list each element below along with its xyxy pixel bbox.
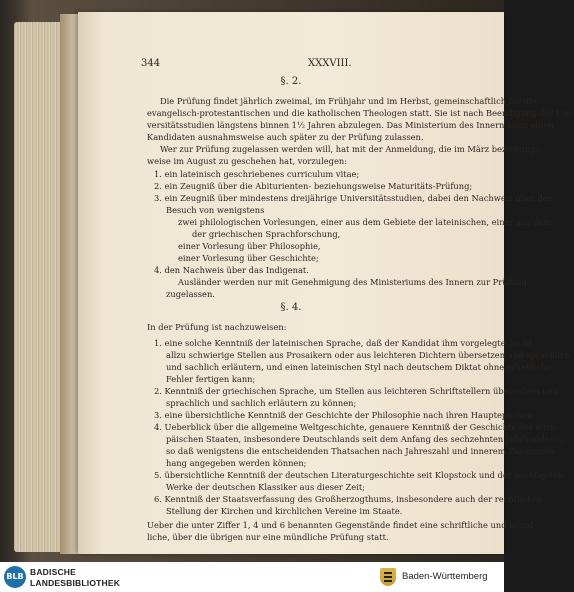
text-line: und sachlich erläutern, und einen lateinischen Styl nach deutschem Diktat ohne erhebliche <box>166 362 552 372</box>
text-line: so daß wenigstens die entscheidenden Thatsachen nach Jahreszahl und innerem Zusammen- <box>166 446 558 456</box>
text-line: evangelisch-protestantischen und die katholischen Theologen statt. Sie ist nach Beendigung der Uni- <box>147 108 574 118</box>
text-line: zwei philologischen Vorlesungen, einer aus dem Gebiete der lateinischen, einer aus dem <box>178 217 552 227</box>
text-line: Besuch von wenigstens <box>166 205 265 215</box>
list-item: 2. ein Zeugniß über die Abiturienten- beziehungsweise Maturitäts-Prüfung; <box>154 181 473 191</box>
library-name-line1: BADISCHE <box>30 567 76 577</box>
text-line: Die Prüfung findet jährlich zweimal, im Frühjahr und im Herbst, gemeinschaftlich für die <box>160 96 537 106</box>
text-line: In der Prüfung ist nachzuweisen: <box>147 322 287 332</box>
blb-logo-icon[interactable]: BLB <box>4 566 26 588</box>
library-name-line2: LANDESBIBLIOTHEK <box>30 578 121 588</box>
text-line: hang angegeben werden können; <box>166 458 307 468</box>
text-line: einer Vorlesung über Philosophie, <box>178 241 321 251</box>
text-line: Werke der deutschen Klassiker aus dieser Zeit; <box>166 482 365 492</box>
text-line: weise im August zu geschehen hat, vorzulegen: <box>147 156 348 166</box>
text-line: liche, über die übrigen nur eine mündliche Prüfung statt. <box>147 532 389 542</box>
text-line: Kandidaten ausnahmsweise auch später zu der Prüfung zulassen. <box>147 132 424 142</box>
list-item: 3. ein Zeugniß über mindestens dreijährige Universitätsstudien, dabei den Nachweis über den <box>154 193 554 203</box>
text-line: allzu schwierige Stellen aus Prosaikern oder aus leichteren Dichtern übersetzen und sprachlich <box>166 350 571 360</box>
text-line: einer Vorlesung über Geschichte; <box>178 253 319 263</box>
page-number: 344 <box>141 58 161 69</box>
text-line: Fehler fertigen kann; <box>166 374 256 384</box>
text-line: versitätsstudien längstens binnen 1½ Jahren abzulegen. Das Ministerium des Innern kann einen <box>147 120 554 130</box>
section-2-title: §. 2. <box>280 76 302 87</box>
text-line: der griechischen Sprachforschung, <box>192 229 341 239</box>
text-line: päischen Staaten, insbesondere Deutschlands seit dem Anfang des sechzehnten Jahrhunderts, <box>166 434 564 444</box>
list-item: 4. den Nachweis über das Indigenat. <box>154 265 309 275</box>
text-line: Ausländer werden nur mit Genehmigung des Ministeriums des Innern zur Prüfung <box>178 277 527 287</box>
list-item: 4. Ueberblick über die allgemeine Weltgeschichte, genauere Kenntniß der Geschichte der euro- <box>154 422 558 432</box>
viewer-footer <box>0 562 504 592</box>
section-4-title: §. 4. <box>280 302 302 313</box>
list-item: 5. übersichtliche Kenntniß der deutschen Literaturgeschichte seit Klopstock und der wichtigsten <box>154 470 564 480</box>
list-item: 2. Kenntniß der griechischen Sprache, um Stellen aus leichteren Schriftstellern übersetzen und <box>154 386 559 396</box>
text-line: Ueber die unter Ziffer 1, 4 und 6 benannten Gegenstände findet eine schriftliche und münd- <box>147 520 536 530</box>
partner-name[interactable]: Baden-Württemberg <box>402 571 488 582</box>
text-line: zugelassen. <box>166 289 215 299</box>
list-item: 3. eine übersichtliche Kenntniß der Geschichte der Philosophie nach ihren Hauptepochen; <box>154 410 536 420</box>
list-item: 1. ein lateinisch geschriebenes curriculum vitae; <box>154 169 360 179</box>
text-line: Stellung der Kirchen und kirchlichen Vereine im Staate. <box>166 506 403 516</box>
list-item: 1. eine solche Kenntniß der lateinischen Sprache, daß der Kandidat ihm vorgelegte, nicht <box>154 338 533 348</box>
list-item: 6. Kenntniß der Staatsverfassung des Großherzogthums, insbesondere auch der rechtlichen <box>154 494 543 504</box>
text-line: Wer zur Prüfung zugelassen werden will, hat mit der Anmeldung, die im März beziehungs- <box>160 144 543 154</box>
book-page <box>78 12 574 554</box>
text-line: sprachlich und sachlich erläutern zu können; <box>166 398 357 408</box>
running-header: XXXVIII. <box>308 58 352 69</box>
show-through-text <box>394 52 504 292</box>
baden-wuerttemberg-crest-icon <box>380 568 396 586</box>
